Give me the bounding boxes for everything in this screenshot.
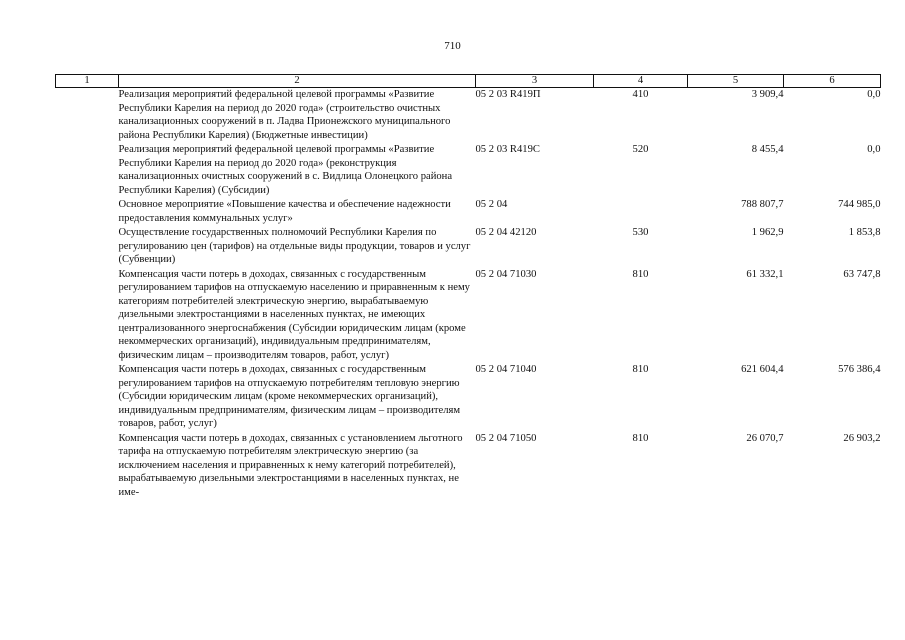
target-article-code: 05 2 03 R419П (475, 89, 541, 100)
amount-col-6: 0,0 (867, 89, 881, 100)
program-name: Реализация мероприятий федеральной целевой программы «Развитие Республики Карелия на период до 2020 года» (строительство очистных канализационных сооружений в п. Ладва Прионежского муниципального района Республики Карелия) (Бюджетные инвестиции) (118, 89, 451, 141)
target-article-code: 05 2 04 42120 (475, 227, 537, 238)
header-col-1: 1 (56, 75, 119, 88)
amount-col-5: 788 807,7 (741, 199, 784, 210)
row-index-cell (56, 432, 119, 501)
amount-col-6: 63 747,8 (843, 268, 881, 280)
page-number: 710 (444, 40, 461, 52)
target-article-code: 05 2 04 (475, 199, 508, 210)
amount-col-5: 61 332,1 (746, 268, 784, 280)
table-body (56, 88, 881, 501)
expense-type: 520 (632, 144, 649, 155)
amount-col-6: 26 903,2 (843, 432, 881, 444)
expense-type: 530 (632, 227, 649, 238)
amount-col-5: 1 962,9 (751, 227, 784, 238)
header-col-3: 3 (476, 75, 594, 88)
amount-col-6: 744 985,0 (838, 199, 881, 210)
target-article-code: 05 2 03 R419С (475, 144, 540, 155)
target-article-code: 05 2 04 71050 (475, 432, 537, 444)
row-index-cell (56, 268, 119, 364)
amount-col-6: 576 386,4 (838, 364, 881, 375)
amount-col-6: 1 853,8 (848, 227, 881, 238)
expense-type: 810 (632, 268, 649, 280)
amount-col-5: 3 909,4 (751, 89, 784, 100)
target-article-code: 05 2 04 71030 (475, 268, 537, 280)
table-row (56, 198, 881, 226)
table-row (56, 268, 881, 364)
program-name: Компенсация части потерь в доходах, связанных с государственным регулированием тарифов на отпускаемую населению и приравненным к нему категориям потребителей электрическую энергию, вырабатываемую дизельными электростанциями в населенных пунктах, не имеющих централизованного энергоснабжения (Субсидии юридическим лицам (кроме некоммерческих организаций), индивидуальным предпринимателям, физическим лицам – производителям товаров, работ, услуг) (118, 268, 470, 361)
expense-type: 810 (632, 432, 649, 444)
program-name: Компенсация части потерь в доходах, связанных с государственным регулированием тарифов на отпускаемую потребителям тепловую энергию (Субсидии юридическим лицам (кроме некоммерческих организаций), индивидуальным предпринимателям, физическим лицам – производителям товаров, работ, услуг) (118, 364, 461, 429)
table-row (56, 363, 881, 432)
row-index-cell (56, 363, 119, 432)
program-name: Основное мероприятие «Повышение качества и обеспечение надежности предоставления коммунальных услуг» (118, 199, 451, 224)
row-index-cell (56, 226, 119, 268)
header-col-4: 4 (594, 75, 688, 88)
header-col-2: 2 (119, 75, 476, 88)
expense-type: 810 (632, 364, 649, 375)
amount-col-5: 621 604,4 (741, 364, 784, 375)
program-name: Компенсация части потерь в доходах, связанных с установлением льготного тарифа на отпускаемую потребителям электрическую энергию (за исключением населения и приравненных к нему категорий потребителей), вырабатываемую дизельными электростанциями в населенных пунктах, не име- (118, 432, 463, 498)
target-article-code: 05 2 04 71040 (475, 364, 537, 375)
expense-type (594, 198, 688, 226)
table-row (56, 226, 881, 268)
header-col-5: 5 (688, 75, 784, 88)
header-col-6: 6 (784, 75, 881, 88)
row-index-cell (56, 143, 119, 198)
amount-col-5: 8 455,4 (751, 144, 784, 155)
table-row (56, 432, 881, 501)
expense-type: 410 (632, 89, 649, 100)
program-name: Осуществление государственных полномочий Республики Карелия по регулированию цен (тарифов) на отдельные виды продукции, товаров и услуг (Субвенции) (118, 227, 471, 265)
header-row (56, 75, 881, 88)
amount-col-5: 26 070,7 (746, 432, 784, 444)
table-row (56, 143, 881, 198)
program-name: Реализация мероприятий федеральной целевой программы «Развитие Республики Карелия на период до 2020 года» (реконструкция канализационных очистных сооружений в с. Видлица Олонецкого района Республики Карелия) (Субсидии) (118, 144, 453, 196)
table-row (56, 88, 881, 144)
budget-table (55, 74, 881, 500)
row-index-cell (56, 198, 119, 226)
amount-col-6: 0,0 (867, 144, 881, 155)
row-index-cell (56, 88, 119, 144)
table-header (56, 75, 881, 88)
